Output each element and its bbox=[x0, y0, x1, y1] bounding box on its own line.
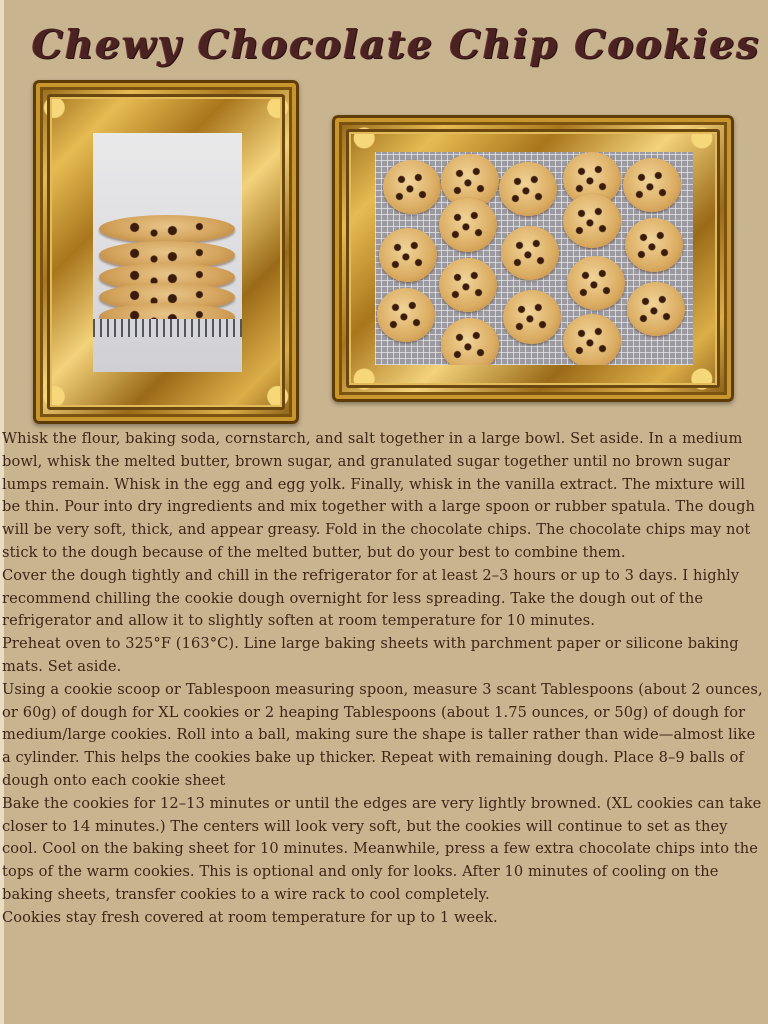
cookie-image-part bbox=[379, 228, 437, 282]
recipe-instructions bbox=[2, 428, 766, 930]
cookie-image-part bbox=[627, 282, 685, 336]
cookie-image-part bbox=[563, 194, 621, 248]
cookie-image-part bbox=[441, 318, 499, 365]
cookie-stack-image bbox=[93, 133, 242, 372]
recipe-step: Using a cookie scoop or Tablespoon measuring spoon, measure 3 scant Tablespoons (about 2 ounces, or 60g) of dough for XL cookies or 2 heaping Tablespoons (about 1.75 ounces, or 50g) of dough for medium/large cookies. Roll into a ball, making sure the shape is taller rather than wide—almost like a cylinder. This helps the cookies bake up thicker. Repeat with remaining dough. Place 8–9 balls of dough onto each cookie sheet bbox=[2, 680, 763, 789]
page-title: Chewy Chocolate Chip Cookies bbox=[32, 22, 761, 68]
cookie-image-part bbox=[439, 258, 497, 312]
cookie-image-part bbox=[503, 290, 561, 344]
recipe-step: Bake the cookies for 12–13 minutes or until the edges are very lightly browned. (XL cookies can take closer to 14 minutes.) The centers will look very soft, but the cookies will continue to set as they cool. Cool on the baking sheet for 10 minutes. Meanwhile, press a few extra chocolate chips into the tops of the warm cookies. This is optional and only for looks. After 10 minutes of cooling on the baking sheets, transfer cookies to a wire rack to cool completely. bbox=[2, 794, 762, 903]
cookie-image-part bbox=[383, 160, 441, 214]
cookie-image-part bbox=[439, 198, 497, 252]
recipe-step: Cookies stay fresh covered at room temperature for up to 1 week. bbox=[2, 908, 498, 926]
cookie-image-part bbox=[567, 256, 625, 310]
cookie-image-part bbox=[99, 215, 235, 243]
cookie-image-part bbox=[501, 226, 559, 280]
cookie-image-part bbox=[623, 158, 681, 212]
cookie-image-part bbox=[377, 288, 435, 342]
cookie-image-part bbox=[563, 314, 621, 365]
recipe-step: Cover the dough tightly and chill in the refrigerator for at least 2–3 hours or up to 3 days. I highly recommend chilling the cookie dough overnight for less spreading. Take the dough out of the refrigerator and allow it to slightly soften at room temperature for 10 minutes. bbox=[2, 566, 740, 630]
recipe-step: Whisk the flour, baking soda, cornstarch, and salt together in a large bowl. Set aside. In a medium bowl, whisk the melted butter, brown sugar, and granulated sugar together until no brown sugar lumps remain. Whisk in the egg and egg yolk. Finally, whisk in the vanilla extract. The mixture will be thin. Pour into dry ingredients and mix together with a large spoon or rubber spatula. The dough will be very soft, thick, and appear greasy. Fold in the chocolate chips. The chocolate chips may not stick to the dough because of the melted butter, but do your best to combine them. bbox=[2, 430, 756, 561]
recipe-step: Preheat oven to 325°F (163°C). Line large baking sheets with parchment paper or silicone baking mats. Set aside. bbox=[2, 635, 739, 675]
cookie-image-part bbox=[499, 162, 557, 216]
cookie-image-part bbox=[625, 218, 683, 272]
cookies-on-rack-image bbox=[375, 152, 693, 365]
wire-rack-image-part bbox=[93, 319, 242, 337]
